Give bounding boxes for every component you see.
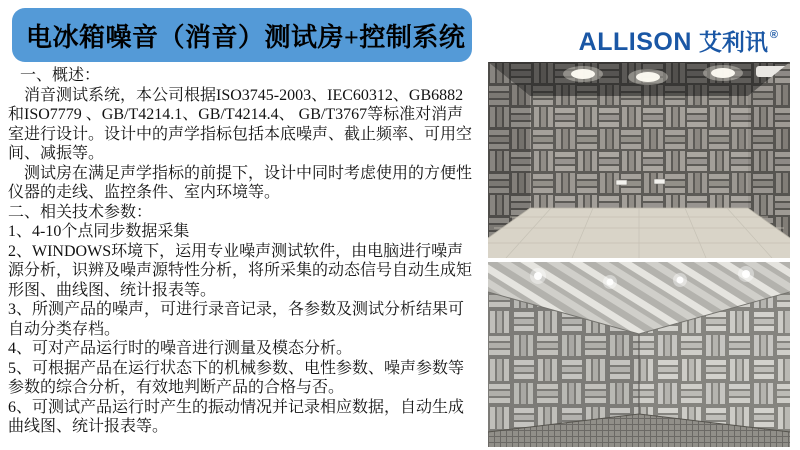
allison-logo <box>579 24 778 57</box>
logo-latin-text: ALLISON <box>578 28 692 56</box>
title-banner <box>12 8 472 62</box>
tiled-floor <box>488 208 790 258</box>
ceiling-wedges <box>488 62 790 96</box>
parameter-item-3: 3、所测产品的噪声，可进行录音记录，各参数及测试分析结果可自动分类存档。 <box>8 301 465 338</box>
section-heading-parameters: 二、相关技术参数： <box>8 203 153 221</box>
overview-paragraph-2: 测试房在满足声学指标的前提下，设计中同时考虑使用的方便性仪器的走线、监控条件、室内环境等。 <box>8 164 473 201</box>
parameter-item-4: 4、可对产品运行时的噪音进行测量及模态分析。 <box>8 340 353 357</box>
section-heading-overview: 一、概述： <box>20 67 101 84</box>
anechoic-chamber-bottom-illustration <box>488 262 790 447</box>
anechoic-chamber-top-illustration <box>488 62 790 258</box>
parameter-item-5: 5、可根据产品在运行状态下的机械参数、电性参数、噪声参数等参数的综合分析，有效地判断产品的合格与否。 <box>8 359 465 396</box>
overview-paragraph-1: 消音测试系统，本公司根据ISO3745-2003、IEC60312、GB6882 和ISO7779 、GB/T4214.1、GB/T4214.4、 GB/T3767等标准对消声室进行设计。设计中的声学指标包括本底噪声、截止频率、可用空间、减振等。 <box>8 86 473 162</box>
parameter-item-2: 2、WINDOWS环境下，运用专业噪声测试软件，由电脑进行噪声源分析，识辨及噪声源特性分析，将所采集的动态信号自动生成矩形图、曲线图、统计报表等。 <box>8 242 473 299</box>
parameter-item-1: 1、4-10个点同步数据采集 <box>8 223 190 240</box>
body-text-column <box>8 66 476 437</box>
logo-chinese-text: 艾利讯 <box>698 29 768 55</box>
page-title: 电冰箱噪音（消音）测试房+控制系统 <box>26 22 466 52</box>
parameter-item-6: 6、可测试产品运行时产生的振动情况并记录相应数据，自动生成曲线图、统计报表等。 <box>8 398 465 435</box>
registered-trademark-icon: ® <box>769 29 778 41</box>
anechoic-chamber-photo-bottom <box>488 262 790 447</box>
anechoic-chamber-photo-top <box>488 62 790 258</box>
